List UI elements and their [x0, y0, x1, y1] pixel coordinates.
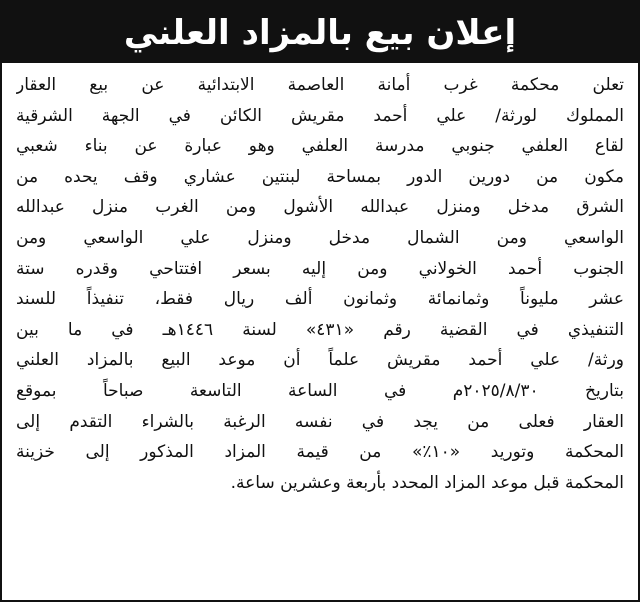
- notice-line: عشر مليوناً وثمانمائة وثمانون ألف ريال فقط، تنفيذاً للسند: [16, 289, 624, 310]
- notice-line: بتاريخ ٢٠٢٥/٨/٣٠م في الساعة التاسعة صباحاً بموقع: [16, 380, 624, 401]
- notice-line: المحكمة وتوريد «١٠٪» من قيمة المزاد المذكور إلى خزينة: [16, 442, 624, 463]
- notice-line: ورثة/ علي أحمد مقريش علماً أن موعد البيع بالمزاد العلني: [16, 350, 624, 371]
- notice-line: مكون من دورين الدور بمساحة لبنتين عشاري وقف يحده من: [16, 166, 624, 187]
- notice-line: لقاع العلفي جنوبي مدرسة العلفي وهو عبارة عن بناء شعبي: [16, 136, 624, 157]
- notice-line: التنفيذي في القضية رقم «٤٣١» لسنة ١٤٤٦هـ في ما بين: [16, 319, 624, 340]
- notice-title: إعلان بيع بالمزاد العلني: [123, 12, 517, 53]
- notice-line: الجنوب أحمد الخولاني ومن إليه بسعر افتتاحي وقدره ستة: [16, 258, 624, 279]
- notice-line: تعلن محكمة غرب أمانة العاصمة الابتدائية عن بيع العقار: [16, 75, 624, 95]
- notice-line: الشرق مدخل ومنزل عبدالله الأشول ومن الغرب منزل عبدالله: [16, 197, 624, 218]
- notice-line: المملوك لورثة/ علي أحمد مقريش الكائن في الجهة الشرقية: [16, 105, 624, 126]
- notice-line: العقار فعلى من يجد في نفسه الرغبة بالشراء التقدم إلى: [16, 411, 624, 432]
- title-bar: [2, 2, 638, 63]
- notice-line-last: المحكمة قبل موعد المزاد المحدد بأربعة وعشرين ساعة.: [230, 472, 624, 493]
- notice-body: [16, 70, 624, 498]
- notice-line: الواسعي ومن الشمال مدخل ومنزل علي الواسعي ومن: [16, 227, 624, 248]
